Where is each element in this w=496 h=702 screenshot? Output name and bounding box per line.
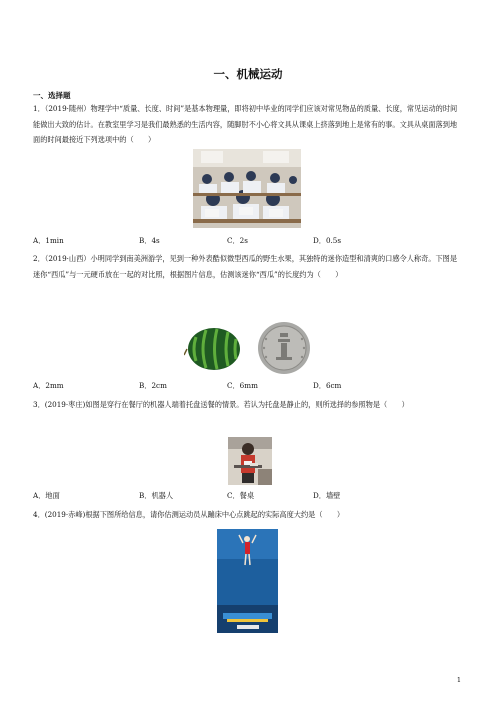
question-1-text: 1．（2019·随州）物理学中“质量、长度、时间”是基本物理量，即将初中毕业的同学们应该对常见物品的质量、长度，常见运动的时间能做出大致的估计。在教室里学习是我们最熟悉的生活内容，随脚肘不小心将文具从课桌上挤落到地上是常有的事。文具从桌面落到地面的时间最接近下列选项中的（ ） <box>33 104 458 144</box>
question-3-options <box>33 491 463 503</box>
option-a: A．地面 <box>33 491 60 500</box>
question-2-options <box>33 381 463 393</box>
question-2-text: 2．（2019·山西）小明同学到南美洲游学，见到一种外表酷似微型西瓜的野生水果，其独特的迷你造型和清爽的口感令人称奇。下图是迷你“西瓜”与一元硬币放在一起的对比照，根据图片信息，估测该迷你“西瓜”的长度约为（ ） <box>33 254 458 279</box>
option-c: C．6mm <box>227 381 258 390</box>
option-d: D．墙壁 <box>313 491 341 500</box>
option-b: B．机器人 <box>139 491 174 500</box>
section-heading: 一、选择题 <box>33 91 71 100</box>
question-3-text: 3．(2019·枣庄)如图是穿行在餐厅的机器人端着托盘送餐的情景。若认为托盘是静止的，则所选择的参照物是（ ） <box>33 400 409 409</box>
question-1-options <box>33 236 463 248</box>
option-b: B．4s <box>139 236 160 245</box>
option-c: C．2s <box>227 236 248 245</box>
page-title: 一、机械运动 <box>213 67 283 81</box>
option-b: B．2cm <box>139 381 167 390</box>
page-number: 1 <box>456 676 461 684</box>
option-d: D．0.5s <box>313 236 342 245</box>
option-a: A．1min <box>33 236 64 245</box>
watermelon-coin-photo <box>184 319 314 377</box>
question-4-text: 4．(2019·赤峰)根据下图所给信息，请你估测运动员从蹦床中心点跳起的实际高度大约是（ ） <box>33 510 345 519</box>
robot-waiter-photo <box>228 437 272 485</box>
classroom-photo <box>193 149 301 228</box>
trampoline-athlete-photo <box>217 529 278 633</box>
option-a: A．2mm <box>33 381 64 390</box>
option-d: D．6cm <box>313 381 342 390</box>
option-c: C．餐桌 <box>227 491 255 500</box>
